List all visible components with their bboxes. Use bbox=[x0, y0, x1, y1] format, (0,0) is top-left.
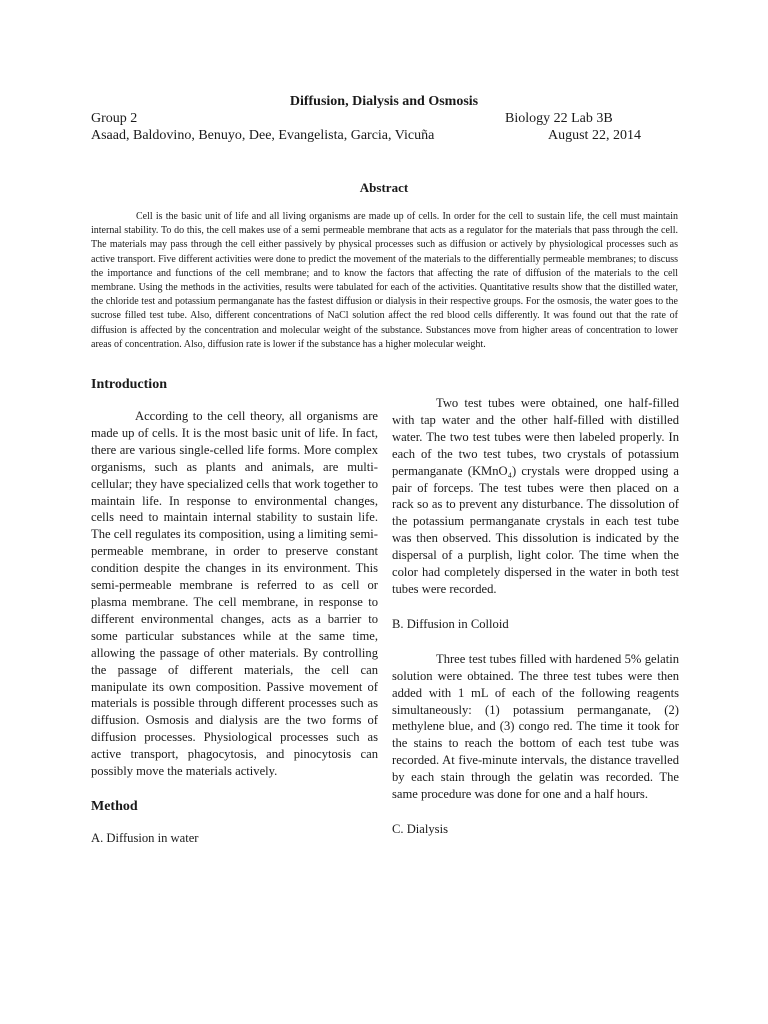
paper-title: Diffusion, Dialysis and Osmosis bbox=[289, 94, 479, 109]
method-subheading-c: C. Dialysis bbox=[392, 821, 448, 836]
course-label: Biology 22 Lab 3B bbox=[505, 111, 613, 126]
introduction-heading: Introduction bbox=[91, 377, 167, 392]
group-label: Group 2 bbox=[91, 111, 138, 126]
right-column bbox=[392, 395, 679, 838]
introduction-text: According to the cell theory, all organisms are made up of cells. It is the most basic unit of life. In fact, there are various single-celled life forms. More complex organisms, such as plants and animals, are multi-cellular; they have specialized cells that work together to maintain life. In response to environmental changes, cells need to maintain internal stability to sustain life. The cell regulates its composition, using a limiting semi-permeable membrane, in order to preserve constant condition despite the changes in its environment. This semi-permeable membrane is referred to as cell or plasma membrane. The cell membrane, in response to different environmental changes, acts as a barrier to some particular substances while at the same time, allowing the passage of other materials. By controlling the passage of different materials, the cell can manipulate its own composition. Passive movement of materials is possible through different processes such as diffusion. Osmosis and dialysis are the two forms of diffusion processes. Physiological processes such as active transport, phagocytosis, and pinocytosis can possibly move the materials actively. bbox=[91, 409, 378, 779]
abstract-heading: Abstract bbox=[359, 180, 409, 195]
method-subheading-b: B. Diffusion in Colloid bbox=[392, 616, 509, 631]
authors: Asaad, Baldovino, Benuyo, Dee, Evangelista, Garcia, Vicuña bbox=[91, 128, 435, 143]
abstract-text: Cell is the basic unit of life and all living organisms are made up of cells. In order for the cell to sustain life, the cell must maintain internal stability. To do this, the cell makes use of a semi permeable membrane that acts as a regulator for the materials that pass through the cell. The materials may pass through the cell either passively by physical processes such as diffusion or actively by physiological processes such as active transport. Five different activities were done to predict the movement of the materials to the differentially permeable membranes; to discuss the importance and functions of the cell membrane; and to know the factors that affecting the rate of diffusion of the materials to the cell membrane. Using the methods in the activities, results were tabulated for each of the activities. Quantitative results show that the distilled water, the chloride test and potassium permanganate has the fastest diffusion or dialysis in their respective groups. For the osmosis, the water goes to the sucrose filled test tube. Also, different concentrations of NaCl solution affect the red blood cells differently. It was found out that the rate of diffusion is affected by the concentration and molecular weight of the substance. Substances move from higher areas of concentration to lower areas of concentration. Also, diffusion rate is lower if the substance has a higher molecular weight. bbox=[91, 211, 678, 350]
left-column bbox=[91, 376, 378, 847]
date-label: August 22, 2014 bbox=[548, 128, 641, 143]
method-heading: Method bbox=[91, 798, 138, 814]
method-a-text: Two test tubes were obtained, one half-filled with tap water and the other half-filled with distilled water. The two test tubes were then labeled properly. In each of the two test tubes, two crystals of potassium permanganate (KMnO₄) crystals were dropped using a pair of forceps. The test tubes were then placed on a rack so as to prevent any disturbance. The dissolution of the potassium permanganate crystals in each test tube was then observed. This dissolution is indicated by the dispersal of a purplish, light color. The time when the color had completely dispersed in the water in both test tubes were recorded. bbox=[392, 396, 679, 596]
abstract-body bbox=[91, 210, 678, 352]
method-subheading-a: A. Diffusion in water bbox=[91, 830, 199, 845]
method-b-text: Three test tubes filled with hardened 5% gelatin solution were obtained. The three test tubes were then added with 1 mL of each of the following reagents simultaneously: (1) potassium permanganate, (2) methylene blue, and (3) congo red. The time it took for the stains to reach the bottom of each test tube was recorded. At five-minute intervals, the distance travelled by each stain through the gelatin was recorded. The same procedure was done for one and a half hours. bbox=[392, 651, 679, 802]
